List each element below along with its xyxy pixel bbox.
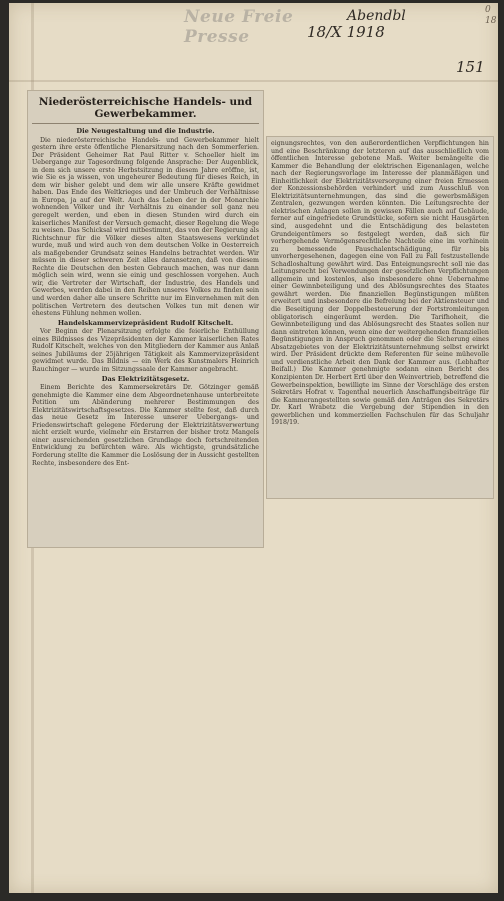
section-heading: Handelskammervizepräsident Rudolf Kitschelt. (57, 318, 234, 327)
sheet-ruler-line (9, 80, 498, 82)
corner-page-mark: 0 18 (485, 5, 497, 26)
section-body: eignungsrechtes, von den außerordentlichen Verpflichtungen hin und eine Beschränkung der letzteren auf das ausschließlich vom öffentlichen Interesse gebotene Maß. Weiter bemängelte die Kammer die Behandlung der elektrischen Eigenanlagen, welche nach der Regierungsvorlage im Interesse der planmäßigen und Einheitlichkeit der Elektrizitätsversorgung einer freien Ermessen der Konzessionsbehörden verhindert und zum Ausschluß von Elektrizitätsunternehmungen, das sind die gewerbsmäßigen Zentralen, gezwungen werden könnten. Die Leitungsrechte der elektrischen Anlagen sollen in gewissen Fällen auch auf Gebäude, ferner auf eingefriedete Grundstücke, sofern sie nicht Hausgärten sind, ausgedehnt und die Entschädigung des belasteten Grundeigentümers so festgelegt werden, daß sich für vorhergehende Vermögensrechtliche Nachteile eine im vorhinein zu bemessende Pauschalentschädigung, für bis unvorhergesehenen, dagegen eine von Fall zu Fall festzustellende Schadloshaltung gewährt wird. Das Enteignungsrecht soll nie das Leitungsrecht bei Verwendungen der gesetzlichen Verpflichtungen allgemein und kostenlos, also insbesondere ohne Uebernahme einer Gewinnbeteiligung und des Ablösungsrechtes des Staates gewährt werden. Die finanziellen Begünstigungen müßten erweitert und insbesondere die Befreiung bei der Aktiensteuer und die Beseitigung der Doppelbesteuerung der Fortstromleitungen obligatorisch eingeräumt werden. Die Tarifhoheit, die Gewinnbeteiligung und das Ablösungsrecht des Staates sollen nur dann eintreten können, wenn eine der weitergehenden finanziellen Begünstigungen in Anspruch genommen oder die Sicherung eines Absatzgebietes von der Elektrizitätsunternehmung selbst erwirkt wird. Der Präsident drückte dem Referenten für seine mühevolle und verdienstliche Arbeit den Dank der Kammer aus. (Lebhafter Beifall.) Die Kammer genehmigte sodann einen Bericht des Konzipienten Dr. Herbert Ertl über den Weinvertrieb, betreffend die Gewerbeinspektion, bewilligte im Sinne der Vorschläge des ersten Sekretärs Hofrat v. Tagenthal neuerlich Anschaffungsbeiträge für die Kammerangestellten sowie gemäß den Anträgen des Sekretärs Dr. Karl Wrabetz die Vergebung der Stipendien in den gewerblichen und kommerziellen Fachschulen für das Schuljahr 1918/19. (271, 140, 489, 427)
clipping-column-left (27, 90, 264, 548)
handwritten-date: 18/X 1918 (307, 23, 385, 41)
handwritten-sheet-number: 151 (456, 58, 485, 76)
handwritten-edition-note: Abendbl (347, 8, 406, 24)
article-headline: Niederösterreichische Handels- und Gewerbekammer. (32, 96, 259, 124)
section-heading: Das Elektrizitätsgesetz. (101, 374, 190, 383)
section-body: Vor Beginn der Plenarsitzung erfolgte die feierliche Enthüllung eines Bildnisses des Vizepräsidenten der Kammer kaiserlichen Rates Rudolf Kitschelt, welches von den Mitgliedern der Kammer aus Anlaß seines Jubiläums der 25jährigen Tätigkeit als Kammervizepräsident gewidmet wurde. Das Bildnis — ein Werk des Kunstmalers Heinrich Rauchinger — wurde im Sitzungssaale der Kammer angebracht. (32, 328, 259, 373)
section-body: Einem Berichte des Kammersekretärs Dr. Götzinger gemäß genehmigte die Kammer eine dem Abgeordnetenhause unterbreitete Petition um Abänderung mehrerer Bestimmungen des Elektrizitätswirtschaftsgesetzes. Die Kammer stellte fest, daß durch das neue Gesetz im Interesse unserer Uebergangs- und Friedenswirtschaft gelegene Förderung der Elektrizitätsverwertung nicht erzielt wurde, vielmehr ein Erstarren der bisher trotz Mangels einer ausreichenden gesetzlichen Grundlage doch fortschreitenden Entwicklung zu befürchten wäre. Als wichtigste, grundsätzliche Forderung stellte die Kammer die Loslösung der in Aussicht gestellten Rechte, insbesondere des Ent- (32, 384, 259, 467)
section-heading: Die Neugestaltung und die Industrie. (76, 127, 215, 135)
clipping-column-right (266, 136, 494, 499)
newspaper-masthead-stamp: Neue Freie Presse (184, 7, 294, 47)
section-body: Die niederösterreichische Handels- und Gewerbekammer hielt gestern ihre erste öffentliche Plenarsitzung nach den Sommerferien. Der Präsident Geheimer Rat Paul Ritter v. Schoeller hielt im Uebergange zur Tagesordnung folgende Ansprache: Der Augenblick, in dem sich unsere erste Herbstsitzung in diesem Jahre eröffne, ist, wie Sie es ja wissen, von ungeheurer Bedeutung für dieses Reich, in dem wir bisher gelebt und dem wir alle unsere Kräfte gewidmet haben. Das Ende des Weltkrieges und der Umbruch der Verhältnisse in Europa, ja auf der Welt. Auch das Leben der in der Monarchie wohnenden Völker und ihr Verhältnis zu einander soll ganz neu geregelt werden, und eben in diesen Stunden wird durch ein kaiserliches Manifest der Versuch gemacht, dieser Regelung die Wege zu weisen. Das Schicksal wird mitbestimmt, das von der Regierung als Richtschnur für die Völker dieses alten Staatswesens verkündet wurde, muß und wird auch von dem deutschen Volke in Oesterreich als maßgebender Grundsatz seines Handelns betrachtet werden. Wir müssen in dieser schweren Zeit alles daransetzen, daß von diesem Rechte die Deutschen den besten Gebrauch machen, was nur dann möglich sein wird, wenn sie einig und geschlossen vorgehen. Auch wir, die Vertreter der Wirtschaft, der Industrie, des Handels und Gewerbes, werden dabei in den Reihen unseres Volkes zu finden sein und werden daher alle unsere Schritte nur im Einvernehmen mit den politischen Vertretern des deutschen Volkes tun mit denen wir ehestens Fühlung nehmen wollen. (32, 136, 259, 318)
